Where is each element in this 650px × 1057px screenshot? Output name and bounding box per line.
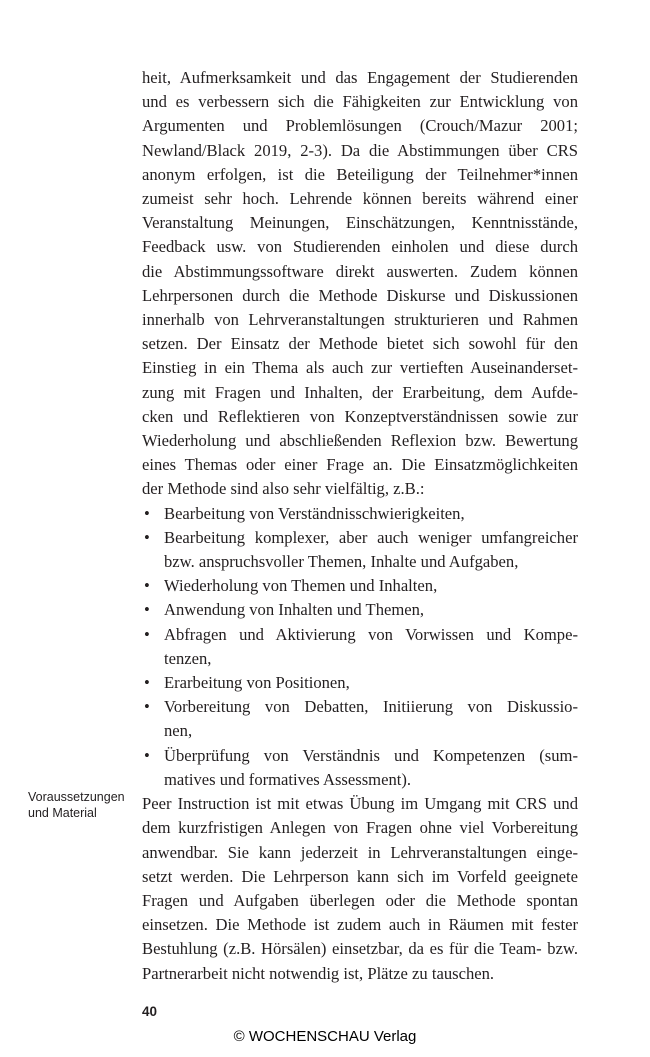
publisher-footer: © WOCHENSCHAU Verlag — [233, 1028, 417, 1045]
text-line: setzen. Der Einsatz der Methode bietet sich sowohl für den — [142, 334, 578, 354]
text-line: Fragen und Aufgaben überlegen oder die Methode spontan — [142, 890, 578, 910]
text-line: anwendbar. Sie kann jederzeit in Lehrveranstaltungen einge- — [142, 842, 578, 862]
bullet-item-line — [142, 598, 578, 622]
text-line: Argumenten und Problemlösungen (Crouch/Mazur 2001; — [142, 116, 578, 136]
margin-note — [28, 789, 125, 821]
bullet-text: matives und formatives Assessment). — [164, 769, 412, 789]
text-line: cken und Reflektieren von Konzeptverständnissen sowie zur — [142, 406, 578, 426]
bullet-item-line — [142, 647, 578, 671]
bullet-item-line — [142, 574, 578, 598]
bullet-glyph — [142, 647, 164, 671]
text-line: zung mit Fragen und Inhalten, der Erarbeitung, dem Aufde- — [142, 382, 578, 402]
bullet-glyph: • — [144, 673, 150, 693]
bullet-item-line — [142, 695, 578, 719]
bullet-glyph — [142, 768, 164, 792]
bullet-item-line — [142, 550, 578, 574]
bullet-item-line — [142, 623, 578, 647]
bullet-item-line — [142, 744, 578, 768]
text-line: innerhalb von Lehrveranstaltungen strukturieren und Rahmen — [142, 310, 578, 330]
bullet-glyph: • — [144, 503, 150, 523]
text-line: Veranstaltung Meinungen, Einschätzungen, Kenntnisstände, — [142, 213, 578, 233]
bullet-text: bzw. anspruchsvoller Themen, Inhalte und Aufgaben, — [164, 552, 519, 572]
bullet-item-line — [142, 768, 578, 792]
bullet-list — [142, 502, 578, 792]
bullet-text: Bearbeitung komplexer, aber auch weniger umfangreicher — [164, 527, 578, 547]
text-line: Partnerarbeit nicht notwendig ist, Plätze zu tauschen. — [142, 963, 495, 983]
page-number: 40 — [142, 1004, 158, 1019]
text-line: die Abstimmungssoftware direkt auswerten. Zudem können — [142, 261, 578, 281]
margin-note-line: und Material — [28, 806, 97, 820]
bullet-text: Erarbeitung von Positionen, — [164, 673, 350, 693]
text-line: heit, Aufmerksamkeit und das Engagement der Studierenden — [142, 68, 578, 87]
text-line: dem kurzfristigen Anlegen von Fragen ohne viel Vorbereitung — [142, 818, 578, 838]
text-line: eines Themas oder einer Frage an. Die Einsatzmöglichkeiten — [142, 455, 578, 475]
bullet-item-line — [142, 526, 578, 550]
text-line: Peer Instruction ist mit etwas Übung im Umgang mit CRS und — [142, 794, 578, 814]
bullet-glyph: • — [144, 527, 150, 547]
text-line: der Methode sind also sehr vielfältig, z.B.: — [142, 479, 425, 499]
bullet-glyph — [142, 550, 164, 574]
text-line: Einstieg in ein Thema als auch zur vertieften Auseinanderset- — [142, 358, 578, 378]
bullet-text: Abfragen und Aktivierung von Vorwissen und Kompe- — [164, 624, 578, 644]
text-line: zumeist sehr hoch. Lehrende können bereits während einer — [142, 189, 578, 209]
bullet-text: Anwendung von Inhalten und Themen, — [164, 600, 425, 620]
bullet-glyph — [142, 719, 164, 743]
text-line: Lehrpersonen durch die Methode Diskurse und Diskussionen — [142, 285, 578, 305]
text-line: einsetzen. Die Methode ist zudem auch in Räumen mit fester — [142, 915, 578, 935]
bullet-text: Vorbereitung von Debatten, Initiierung von Diskussio- — [164, 697, 578, 717]
margin-note-line: Voraussetzungen — [28, 790, 125, 804]
text-line: anonym erfolgen, ist die Beteiligung der Teilnehmer*innen — [142, 164, 578, 184]
paragraph-1 — [142, 66, 578, 502]
bullet-glyph: • — [144, 576, 150, 596]
bullet-glyph: • — [144, 745, 150, 765]
bullet-text: tenzen, — [164, 648, 212, 668]
paragraph-2 — [142, 792, 578, 986]
text-line: setzt werden. Die Lehrperson kann sich im Vorfeld geeignete — [142, 866, 578, 886]
text-line: Bestuhlung (z.B. Hörsälen) einsetzbar, da es für die Team- bzw. — [142, 939, 578, 959]
bullet-text: Wiederholung von Themen und Inhalten, — [164, 576, 438, 596]
bullet-text: nen, — [164, 721, 193, 741]
text-line: Wiederholung und abschließenden Reflexion bzw. Bewertung — [142, 431, 578, 451]
bullet-item-line — [142, 719, 578, 743]
bullet-text: Überprüfung von Verständnis und Kompetenzen (sum- — [164, 745, 578, 765]
bullet-glyph: • — [144, 600, 150, 620]
main-text-column — [142, 66, 578, 986]
bullet-item-line — [142, 671, 578, 695]
text-line: Feedback usw. von Studierenden einholen und diese durch — [142, 237, 578, 257]
text-line: Newland/Black 2019, 2-3). Da die Abstimmungen über CRS — [142, 140, 578, 160]
text-line: und es verbessern sich die Fähigkeiten zur Entwicklung von — [142, 92, 578, 112]
bullet-glyph: • — [144, 624, 150, 644]
bullet-glyph: • — [144, 697, 150, 717]
bullet-item-line — [142, 502, 578, 526]
bullet-text: Bearbeitung von Verständnisschwierigkeiten, — [164, 503, 465, 523]
